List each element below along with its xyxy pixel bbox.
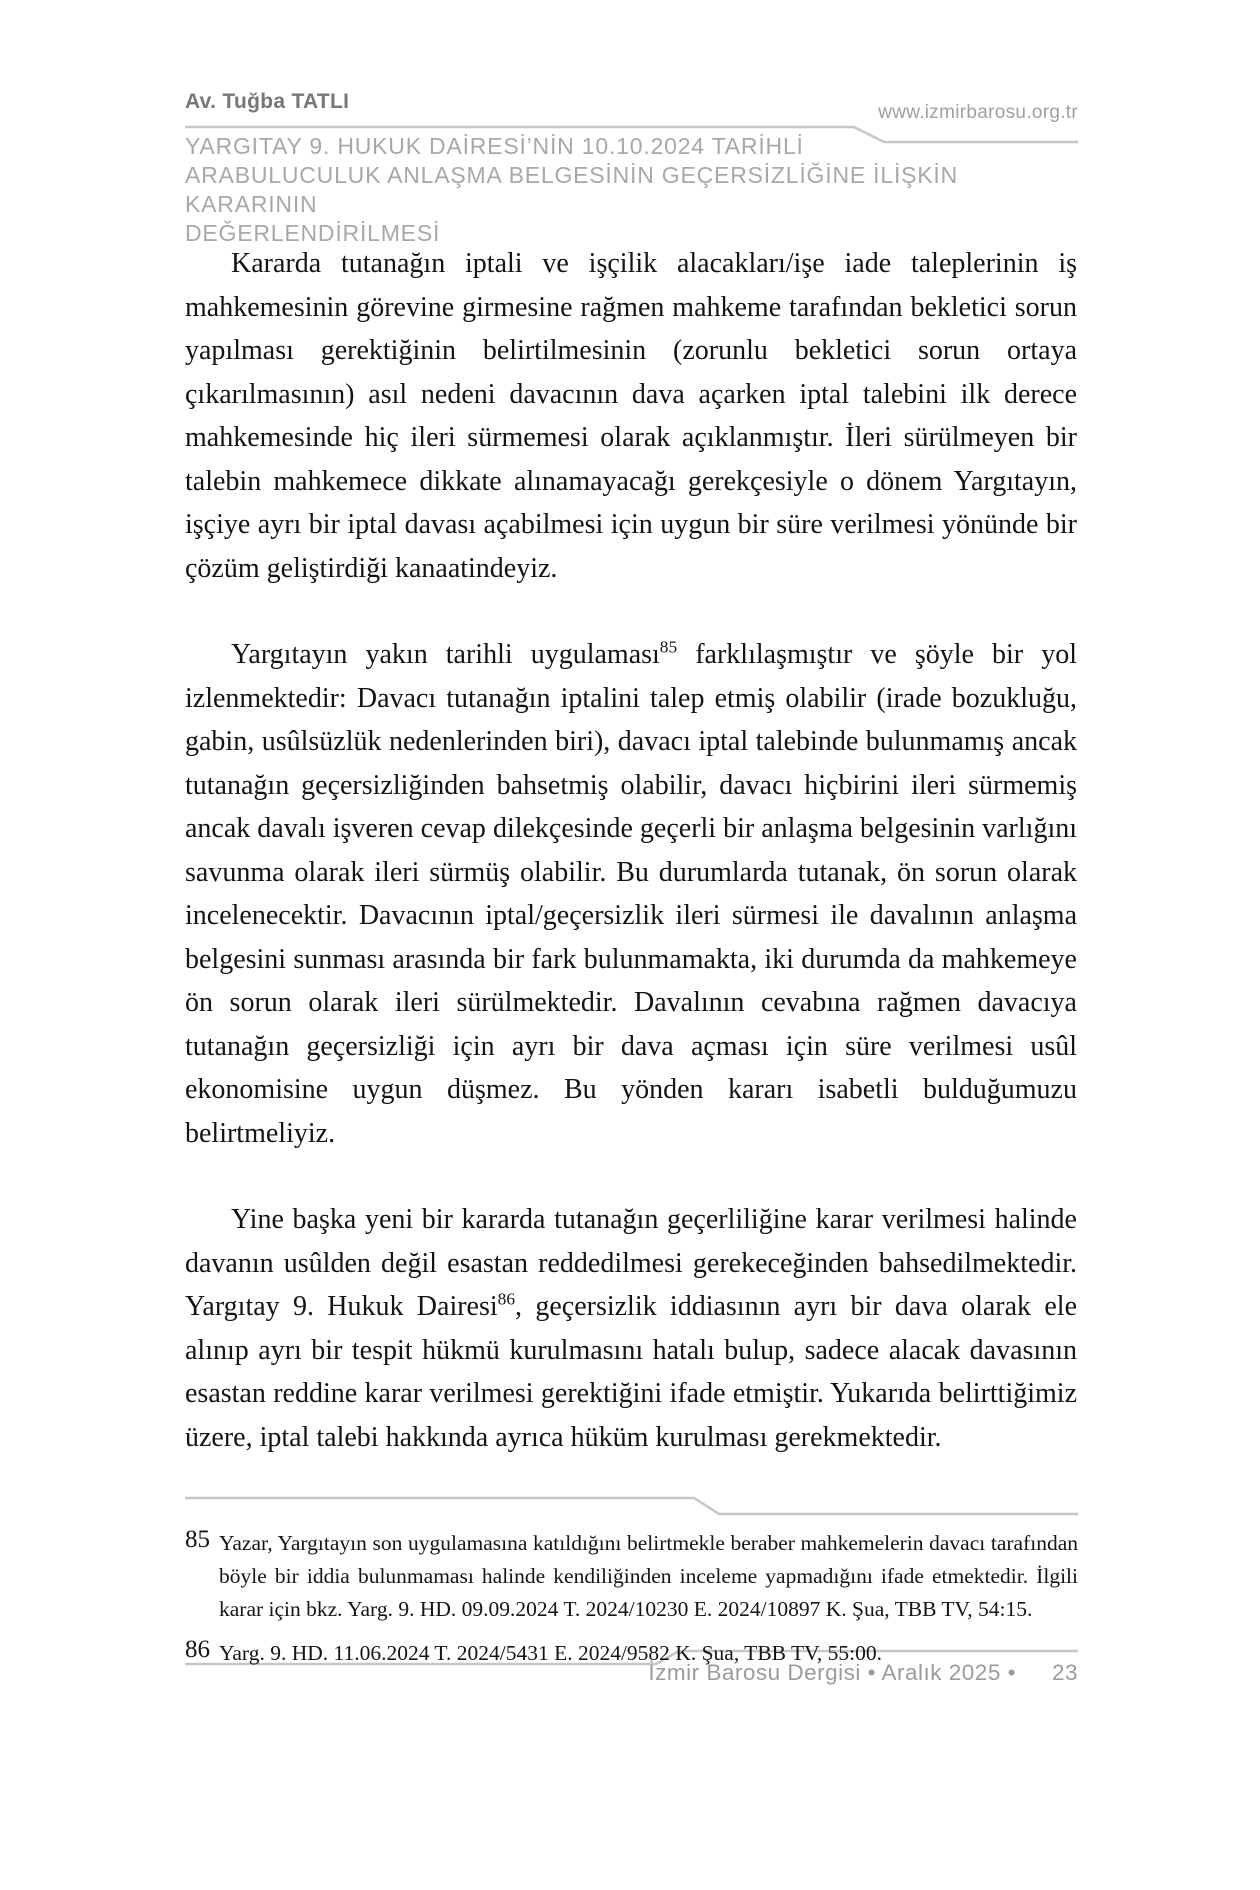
footnote-85 xyxy=(185,1527,1078,1626)
paragraph-2: Yargıtayın yakın tarihli uygulaması$^{85}$ farklılaşmıştır ve şöyle bir yol izlenmektedir: Davacı tutanağın iptalini talep etmiş olabilir (irade bozukluğu, gabin, usûlsüzlük nedenlerinden biri), davacı iptal talebinde bulunmamış ancak tutanağın geçersizliğinden bahsetmiş olabilir, davacı hiçbirini ileri sürmemiş ancak davalı işveren cevap dilekçesinde geçerli bir anlaşma belgesinin varlığını savunma olarak ileri sürmüş olabilir. Bu durumlarda tutanak, ön sorun olarak incelenecektir. Davacının iptal/geçersizlik ileri sürmesi ile davalının anlaşma belgesini sunması arasında bir fark bulunmamakta, iki durumda da mahkemeye ön sorun olarak ileri sürülmektedir. Davalının cevabına rağmen davacıya tutanağın geçersizliği için ayrı bir dava açması için süre verilmesi usûl ekonomisine uygun düşmez. Bu yönden kararı isabetli bulduğumuzu belirtmeliyiz. xyxy=(185,637,1077,1149)
website-url: www.izmirbarosu.org.tr xyxy=(878,102,1078,123)
footnote-text: Yarg. 9. HD. 11.06.2024 T. 2024/5431 E. 2024/9582 K. Şua, TBB TV, 55:00. xyxy=(219,1641,882,1665)
footnote-reference: 86 xyxy=(497,1289,516,1309)
footnotes-section xyxy=(185,1527,1078,1681)
article-title-line-2: ARABULUCULUK ANLAŞMA BELGESİNİN GEÇERSİZLİĞİNE İLİŞKİN KARARININ xyxy=(185,162,959,217)
page-number: 23 xyxy=(1051,1660,1078,1685)
article-title xyxy=(185,132,1085,248)
article-body xyxy=(185,242,1077,1502)
footnote-reference: 85 xyxy=(659,637,678,657)
paragraph-1: Kararda tutanağın iptali ve işçilik alacakları/işe iade taleplerinin iş mahkemesinin görevine girmesine rağmen mahkeme tarafından bekletici sorun yapılması gerektiğinin belirtilmesinin (zorunlu bekletici sorun ortaya çıkarılmasının) asıl nedeni davacının dava açarken iptal talebini ilk derece mahkemesinde hiç ileri sürmemesi olarak açıklanmıştır. İleri sürülmeyen bir talebin mahkemece dikkate alınamayacağı gerekçesiyle o dönem Yargıtayın, işçiye ayrı bir iptal davası açabilmesi için uygun bir süre verilmesi yönünde bir çözüm geliştirdiği kanaatindeyiz. xyxy=(185,248,1077,584)
footnote-number: 85 xyxy=(185,1526,210,1553)
author-name: Av. Tuğba TATLI xyxy=(185,90,350,113)
footnote-text: Yazar, Yargıtayın son uygulamasına katıldığını belirtmekle beraber mahkemelerin davacı tarafından böyle bir iddia bulunmaması halinde kendiliğinden inceleme yapmadığını ifade etmektedir. İlgili karar için bkz. Yarg. 9. HD. 09.09.2024 T. 2024/10230 E. 2024/10897 K. Şua, TBB TV, 54:15. xyxy=(219,1531,1078,1621)
article-title-line-3: DEĞERLENDİRİLMESİ xyxy=(185,220,441,246)
article-title-line-1: YARGITAY 9. HUKUK DAİRESİ’NİN 10.10.2024 TARİHLİ xyxy=(185,133,804,159)
page-footer xyxy=(648,1660,1078,1686)
journal-name-and-issue: İzmir Barosu Dergisi • Aralık 2025 • xyxy=(648,1660,1016,1685)
footnote-number: 86 xyxy=(185,1636,210,1663)
paragraph-3: Yine başka yeni bir kararda tutanağın geçerliliğine karar verilmesi halinde davanın usûlden değil esastan reddedilmesi gerekeceğinden bahsedilmektedir. Yargıtay 9. Hukuk Dairesi$^{86}$, geçersizlik iddiasının ayrı bir dava olarak ele alınıp ayrı bir tespit hükmü kurulmasını hatalı bulup, sadece alacak davasının esastan reddine karar verilmesi gerektiğini ifade etmiştir. Yukarıda belirttiğimiz üzere, iptal talebi hakkında ayrıca hüküm kurulması gerekmektedir. xyxy=(185,1204,1078,1453)
